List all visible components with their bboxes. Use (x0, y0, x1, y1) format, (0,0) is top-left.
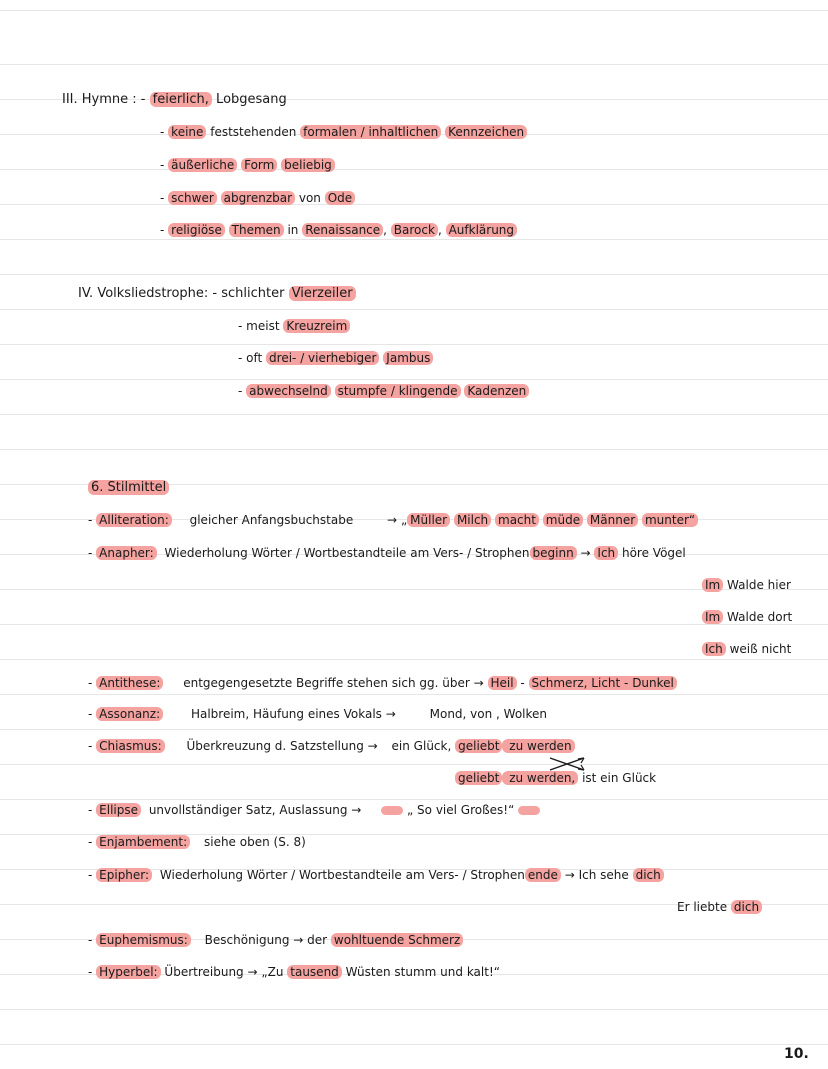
text: Wüsten stumm und kalt!“ (341, 965, 500, 979)
chiasmus-example-2 (455, 770, 656, 786)
epipher-desc: Wiederholung Wörter / Wortbestandteile am Vers- / Strophen (159, 868, 525, 882)
omission-mark (518, 806, 540, 815)
assonanz-row: - Assonanz: Halbreim, Häufung eines Vokals → Mond, von , Wolken (88, 707, 548, 721)
arrow-icon: → (564, 868, 575, 882)
hl: munter“ (642, 513, 698, 527)
dash: - (160, 191, 165, 205)
alliteration-desc: gleicher Anfangsbuchstabe (189, 513, 354, 527)
dash: - (238, 384, 243, 398)
hl: zu werden, (502, 771, 578, 785)
hl: ende (525, 868, 561, 882)
hl: beliebig (281, 158, 335, 172)
hl: Im (702, 610, 723, 624)
text: schlichter (221, 286, 289, 301)
hl: Vierzeiler (289, 286, 356, 301)
hl: Ode (325, 191, 355, 205)
text: „Zu (261, 965, 288, 979)
dash: - (238, 351, 243, 365)
hl: müde (543, 513, 583, 527)
text: höre Vögel (618, 546, 686, 560)
chiasmus-desc: Überkreuzung d. Satzstellung (186, 739, 364, 753)
volkslied-heading: IV. Volksliedstrophe: - (78, 286, 218, 301)
hl: wohltuende Schmerz (331, 933, 463, 947)
hl: Kennzeichen (445, 125, 527, 139)
hl: schwer (168, 191, 217, 205)
chiasmus-term: Chiasmus: (96, 739, 165, 753)
volkslied-heading-row (78, 286, 356, 302)
hl: tausend (287, 965, 342, 979)
ellipse-row: - Ellipse unvollständiger Satz, Auslassung → „ So viel Großes!“ (88, 802, 540, 818)
text: ist ein Glück (578, 771, 657, 785)
hl: beginn (530, 546, 577, 560)
enjambement-row: - Enjambement: siehe oben (S. 8) (88, 835, 306, 849)
anapher-row: - Anapher: Wiederholung Wörter / Wortbestandteile am Vers- / Strophen beginn → Ich höre Vögel (88, 546, 686, 560)
assonanz-example: Mond, von , Wolken (429, 707, 548, 721)
hymne-line-4 (160, 190, 355, 206)
dash: - (160, 158, 165, 172)
hyperbel-row: - Hyperbel: Übertreibung → „Zu tausend Wüsten stumm und kalt!“ (88, 965, 500, 979)
hymne-feature-1: feierlich, (150, 92, 212, 107)
hl: macht (495, 513, 539, 527)
text: , (437, 223, 446, 237)
dash: - (160, 125, 165, 139)
hl: Aufklärung (446, 223, 517, 237)
arrow-icon: → (580, 546, 591, 560)
ellipse-example: „ So viel Großes!“ (407, 803, 515, 817)
ellipse-desc: unvollständiger Satz, Auslassung (148, 803, 348, 817)
text: Ich sehe (578, 868, 633, 882)
dash: - (238, 319, 243, 333)
antithese-desc: entgegengesetzte Begriffe stehen sich gg. über (183, 676, 470, 690)
alliteration-row: - Alliteration: gleicher Anfangsbuchstabe → „ Müller Milch macht müde Männer munter“ (88, 512, 698, 528)
arrow-icon: → (367, 739, 378, 753)
enjambement-desc: siehe oben (S. 8) (203, 835, 306, 849)
hl: geliebt (455, 771, 502, 785)
text (331, 384, 335, 398)
stilmittel-heading: 6. Stilmittel (88, 480, 169, 495)
stilmittel-heading-row (88, 480, 169, 496)
hl: Kadenzen (464, 384, 529, 398)
hl: formalen / inhaltlichen (300, 125, 441, 139)
hl: dich (731, 900, 762, 914)
hymne-line-5 (160, 222, 517, 238)
hymne-line-3 (160, 157, 335, 173)
volkslied-line-4 (238, 383, 529, 399)
hl: Heil (488, 676, 517, 690)
text: Walde hier (723, 578, 791, 592)
text: oft (246, 351, 267, 365)
quote-mark: „ (400, 513, 408, 527)
text: weiß nicht (725, 642, 792, 656)
anapher-example-2 (702, 577, 791, 593)
hyperbel-term: Hyperbel: (96, 965, 160, 979)
antithese-row: - Antithese: entgegengesetzte Begriffe stehen sich gg. über → Heil - Schmerz, Licht - Dunkel (88, 675, 677, 691)
hymne-line-2 (160, 124, 527, 140)
assonanz-desc: Halbreim, Häufung eines Vokals (190, 707, 382, 721)
page-number: 10. (784, 1046, 809, 1062)
arrow-icon: → (351, 803, 362, 817)
epipher-example-2 (677, 899, 762, 915)
text: feststehenden (206, 125, 301, 139)
euphemismus-row: - Euphemismus: Beschönigung → der wohltuende Schmerz (88, 932, 463, 948)
hl: dich (633, 868, 664, 882)
hl: Männer (587, 513, 638, 527)
euphemismus-desc: Beschönigung (204, 933, 290, 947)
text: von (295, 191, 325, 205)
hl: Barock (391, 223, 438, 237)
enjambement-term: Enjambement: (96, 835, 190, 849)
alliteration-term: Alliteration: (96, 513, 172, 527)
hl: Jambus (383, 351, 433, 365)
antithese-term: Antithese: (96, 676, 163, 690)
volkslied-line-3 (238, 350, 433, 366)
dash: - (160, 223, 165, 237)
text: Walde dort (723, 610, 793, 624)
hl: Müller (407, 513, 450, 527)
arrow-icon: → (387, 513, 398, 527)
arrow-icon: → (293, 933, 304, 947)
hl: stumpfe / klingende (335, 384, 461, 398)
ellipse-term: Ellipse (96, 803, 141, 817)
hl: abgrenzbar (221, 191, 295, 205)
text: , (383, 223, 391, 237)
text: in (283, 223, 303, 237)
text: Er liebte (677, 900, 731, 914)
hl: Im (702, 578, 723, 592)
hl: Ich (594, 546, 618, 560)
epipher-term: Epipher: (96, 868, 152, 882)
hl: Renaissance (302, 223, 383, 237)
hl: Schmerz, Licht - Dunkel (529, 676, 677, 690)
euphemismus-term: Euphemismus: (96, 933, 191, 947)
hl: geliebt (455, 739, 502, 753)
hl: Milch (454, 513, 491, 527)
text: ein Glück, (391, 739, 456, 753)
text: - (516, 676, 529, 690)
anapher-example-3 (702, 609, 792, 625)
hl: drei- / vierhebiger (266, 351, 379, 365)
hymne-heading: III. Hymne : (62, 92, 137, 107)
dash: - (140, 92, 146, 107)
hl: Themen (229, 223, 284, 237)
chiasmus-row: - Chiasmus: Überkreuzung d. Satzstellung → ein Glück, geliebt zu werden (88, 738, 575, 754)
hl: Kreuzreim (283, 319, 350, 333)
arrow-icon: → (385, 707, 396, 721)
hl: Ich (702, 642, 726, 656)
volkslied-line-2 (238, 318, 350, 334)
hl: äußerliche (168, 158, 237, 172)
assonanz-term: Assonanz: (96, 707, 163, 721)
text: meist (246, 319, 284, 333)
anapher-desc: Wiederholung Wörter / Wortbestandteile am Vers- / Strophen (164, 546, 530, 560)
anapher-example-4 (702, 641, 791, 657)
hl: keine (168, 125, 206, 139)
hyperbel-desc: Übertreibung (164, 965, 244, 979)
hymne-heading-row (62, 92, 287, 108)
anapher-term: Anapher: (96, 546, 157, 560)
omission-mark (381, 806, 403, 815)
epipher-row: - Epipher: Wiederholung Wörter / Wortbestandteile am Vers- / Strophen ende → Ich sehe dich (88, 867, 664, 883)
hl: religiöse (168, 223, 225, 237)
text: Lobgesang (211, 92, 287, 107)
arrow-icon: → (247, 965, 258, 979)
hl: abwechselnd (246, 384, 331, 398)
hl: Form (241, 158, 277, 172)
arrow-icon: → (473, 676, 484, 690)
hl: zu werden (502, 739, 574, 753)
text: der (307, 933, 331, 947)
